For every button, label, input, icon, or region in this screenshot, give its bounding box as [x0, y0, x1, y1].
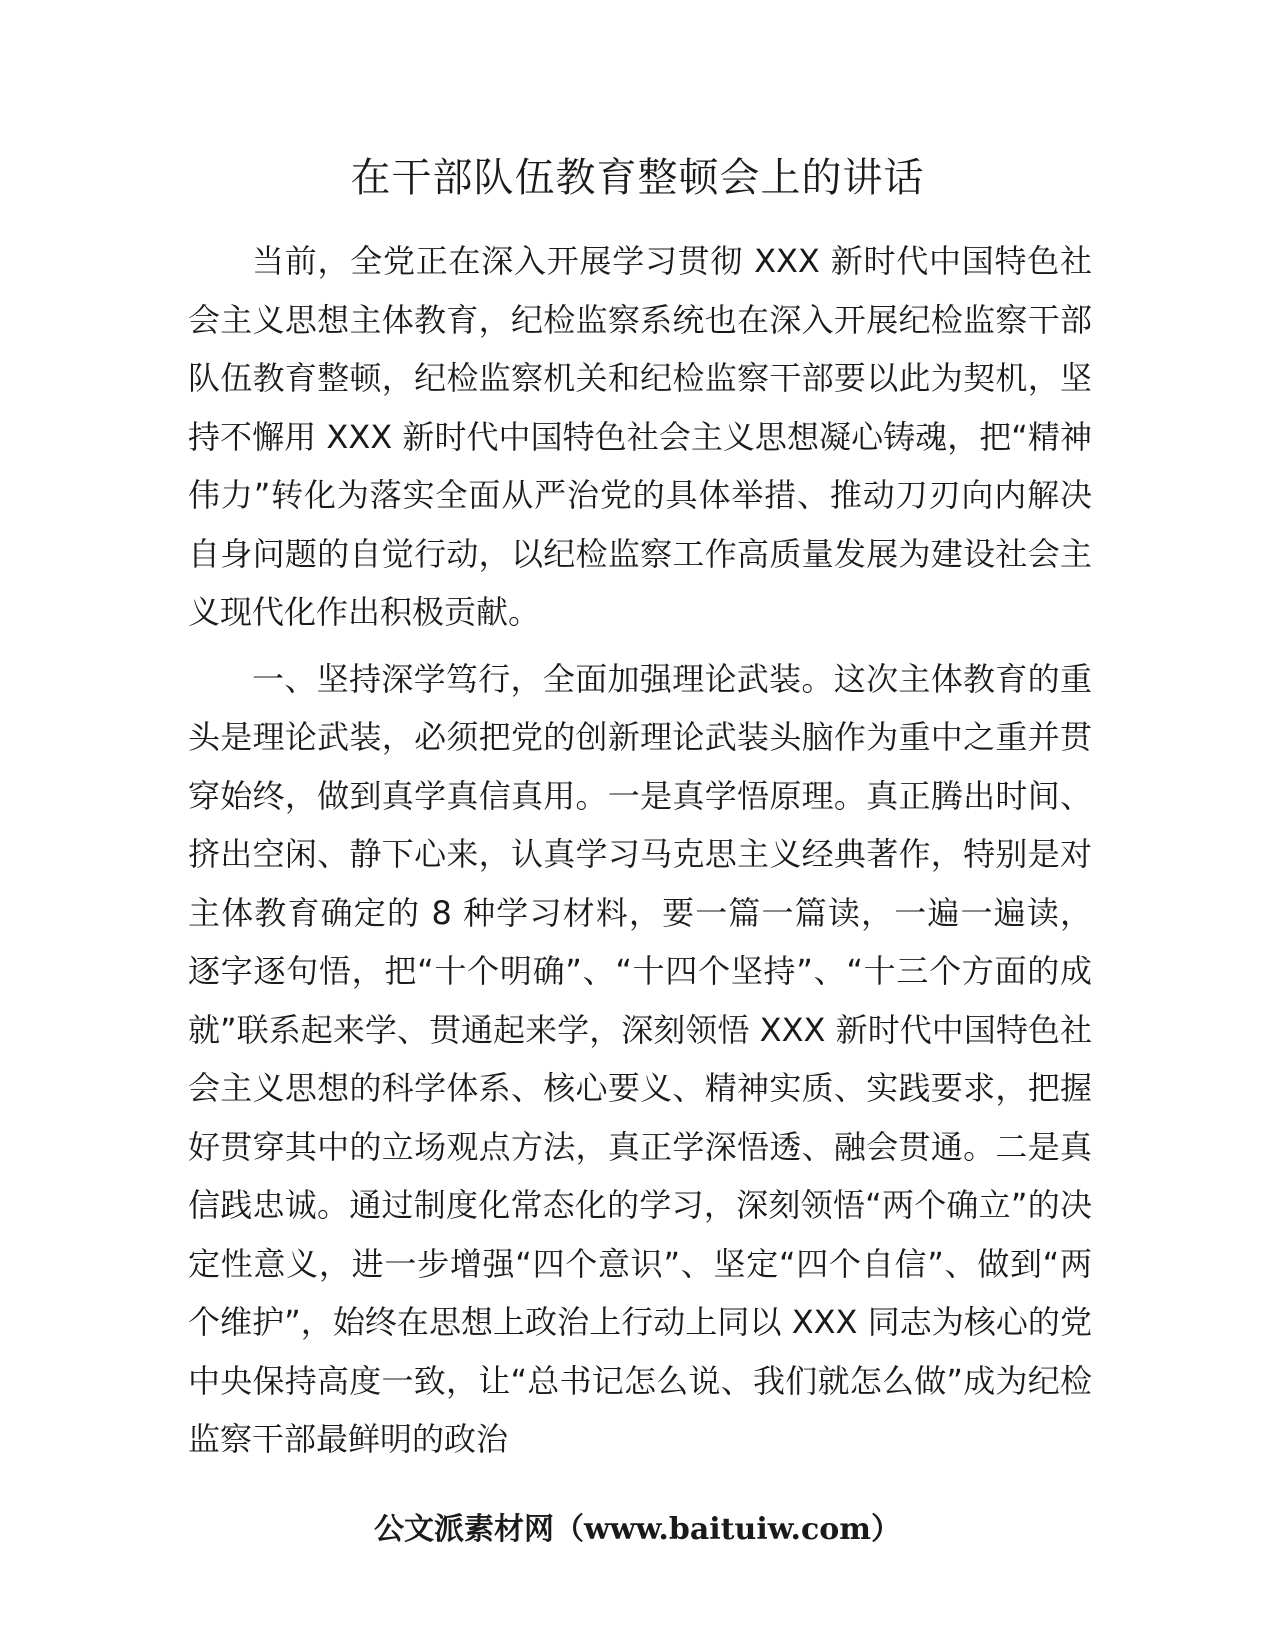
document-body: [188, 232, 1092, 1469]
document-title: 在干部队伍教育整顿会上的讲话: [350, 155, 925, 201]
paragraph-intro: 当前，全党正在深入开展学习贯彻 XXX 新时代中国特色社会主义思想主体教育，纪检监察系统也在深入开展纪检监察干部队伍教育整顿，纪检监察机关和纪检监察干部要以此为契机，坚持不懈用 XXX 新时代中国特色社会主义思想凝心铸魂，把“精神伟力”转化为落实全面从严治党的具体举措、推动刀刃向内解决自身问题的自觉行动，以纪检监察工作高质量发展为建设社会主义现代化作出积极贡献。: [188, 242, 1092, 631]
watermark-footer: 公文派素材网（www.baituiw.com）: [373, 1512, 902, 1547]
paragraph-section-one: 一、坚持深学笃行，全面加强理论武装。这次主体教育的重头是理论武装，必须把党的创新理论武装头脑作为重中之重并贯穿始终，做到真学真信真用。一是真学悟原理。真正腾出时间、挤出空闲、静下心来，认真学习马克思主义经典著作，特别是对主体教育确定的 8 种学习材料，要一篇一篇读，一遍一遍读，逐字逐句悟，把“十个明确”、“十四个坚持”、“十三个方面的成就”联系起来学、贯通起来学，深刻领悟 XXX 新时代中国特色社会主义思想的科学体系、核心要义、精神实质、实践要求，把握好贯穿其中的立场观点方法，真正学深悟透、融会贯通。二是真信践忠诚。通过制度化常态化的学习，深刻领悟“两个确立”的决定性意义，进一步增强“四个意识”、坚定“四个自信”、做到“两个维护”，始终在思想上政治上行动上同以 XXX 同志为核心的党中央保持高度一致，让“总书记怎么说、我们就怎么做”成为纪检监察干部最鲜明的政治: [188, 659, 1092, 1458]
